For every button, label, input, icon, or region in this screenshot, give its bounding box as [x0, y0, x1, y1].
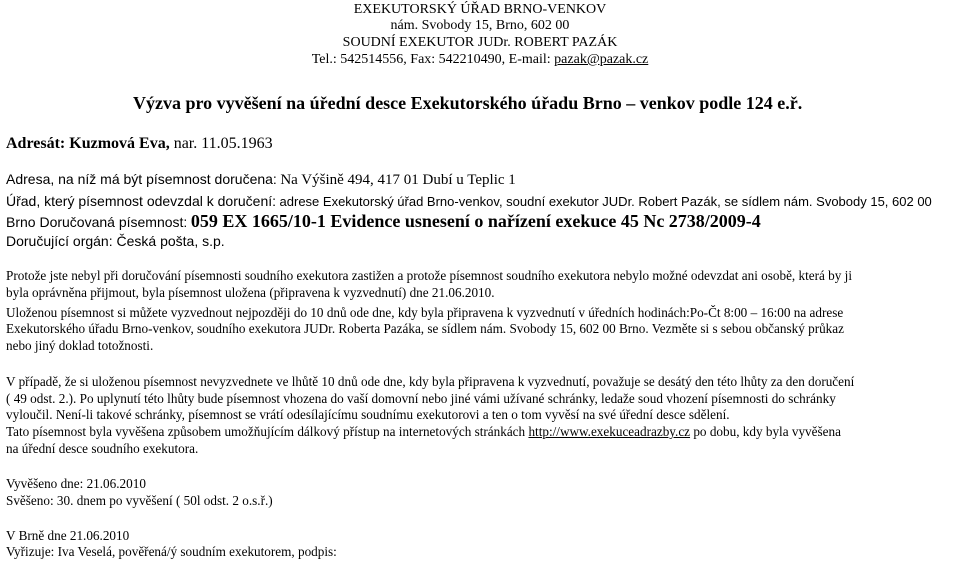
contact-prefix: Tel.: 542514556, Fax: 542210490, E-mail:: [311, 52, 555, 67]
body-paragraph-3c: vyloučil. Není-li takové schránky, písemnost se vrátí odesílajícímu soudnímu exekutorovi a ten o tom vyvěsí na své úřední desce sdělení.: [6, 407, 730, 422]
web-notice-suffix: po dobu, kdy byla vyvěšena: [690, 424, 841, 439]
handled-by: Vyřizuje: Iva Veselá, pověřená/ý soudním exekutorem, podpis:: [6, 544, 337, 559]
body-paragraph-3a: V případě, že si uloženou písemnost nevyzvednete ve lhůtě 10 dnů ode dne, kdy byla připravena k vyzvednutí, považuje se desátý den této lhůty za den doručení: [6, 374, 855, 389]
delivery-office-line: [6, 193, 958, 211]
body-paragraph-1a: Protože jste nebyl při doručování písemnosti soudního exekutora zastižen a protože písemnost soudního exekutora nebylo možné odevzdat ani osobě, která by ji: [6, 268, 852, 283]
office-address: nám. Svobody 15, Brno, 602 00: [390, 18, 570, 33]
web-notice-prefix: Tato písemnost byla vyvěšena způsobem umožňujícím dálkový přístup na internetových stránkách: [6, 424, 529, 439]
delivery-address-line: [6, 171, 516, 189]
email-link[interactable]: pazak@pazak.cz: [554, 52, 649, 67]
executor-name: SOUDNÍ EXEKUTOR JUDr. ROBERT PAZÁK: [342, 35, 618, 50]
addressee-birth: nar. 11.05.1963: [173, 135, 273, 152]
document-reference: 059 EX 1665/10-1 Evidence usnesení o nařízení exekuce 45 Nc 2738/2009-4: [190, 211, 761, 231]
delivery-office-label: Úřad, který písemnost odevzdal k doručení:: [6, 193, 277, 209]
posted-date: Vyvěšeno dne: 21.06.2010: [6, 476, 146, 491]
addressee-name: Adresát: Kuzmová Eva,: [6, 135, 170, 152]
delivery-address-value: Na Výšině 494, 417 01 Dubí u Teplic 1: [280, 172, 516, 188]
office-name: EXEKUTORSKÝ ÚŘAD BRNO-VENKOV: [353, 2, 607, 17]
website-link[interactable]: http://www.exekuceadrazby.cz: [528, 424, 691, 439]
contact-line: [0, 52, 960, 68]
document-title: Výzva pro vyvěšení na úřední desce Exekutorského úřadu Brno – venkov podle 124 e.ř.: [133, 93, 803, 113]
addressee: [6, 134, 273, 154]
place-date: V Brně dne 21.06.2010: [6, 528, 130, 543]
removed-date: Svěšeno: 30. dnem po vyvěšení ( 50l odst. 2 o.s.ř.): [6, 493, 273, 508]
body-paragraph-2b: Exekutorského úřadu Brno-venkov, soudního exekutora JUDr. Roberta Pazáka, se sídlem nám. Svobody 15, 602 00 Brno. Vezměte si s sebou občanský průkaz: [6, 321, 844, 336]
delivered-document-line: [6, 210, 761, 235]
delivery-address-label: Adresa, na níž má být písemnost doručena:: [6, 171, 277, 187]
delivering-organ: Doručující orgán: Česká pošta, s.p.: [6, 233, 225, 249]
delivery-office-value: adrese Exekutorský úřad Brno-venkov, soudní exekutor JUDr. Robert Pazák, se sídlem nám. Svobody 15, 602 00: [279, 194, 932, 209]
body-paragraph-1b: byla oprávněna přijmout, byla písemnost uložena (připravena k vyzvednutí) dne 21.06.2010.: [6, 285, 495, 300]
body-paragraph-4a: [6, 424, 841, 440]
body-paragraph-3b: ( 49 odst. 2.). Po uplynutí této lhůty bude písemnost vhozena do vaší domovní nebo jiné vámi užívané schránky, ledaže soud vhození písemnosti do schránky: [6, 391, 836, 406]
body-paragraph-4b: na úřední desce soudního exekutora.: [6, 441, 199, 456]
document-label: Brno Doručovaná písemnost:: [6, 214, 188, 230]
body-paragraph-2c: nebo jiný doklad totožnosti.: [6, 338, 154, 353]
body-paragraph-2a: Uloženou písemnost si můžete vyzvednout nejpozději do 10 dnů ode dne, kdy byla připravena k vyzvednutí v úředních hodinách:Po-Čt 8:00 – 16:00 na adrese: [6, 305, 844, 320]
